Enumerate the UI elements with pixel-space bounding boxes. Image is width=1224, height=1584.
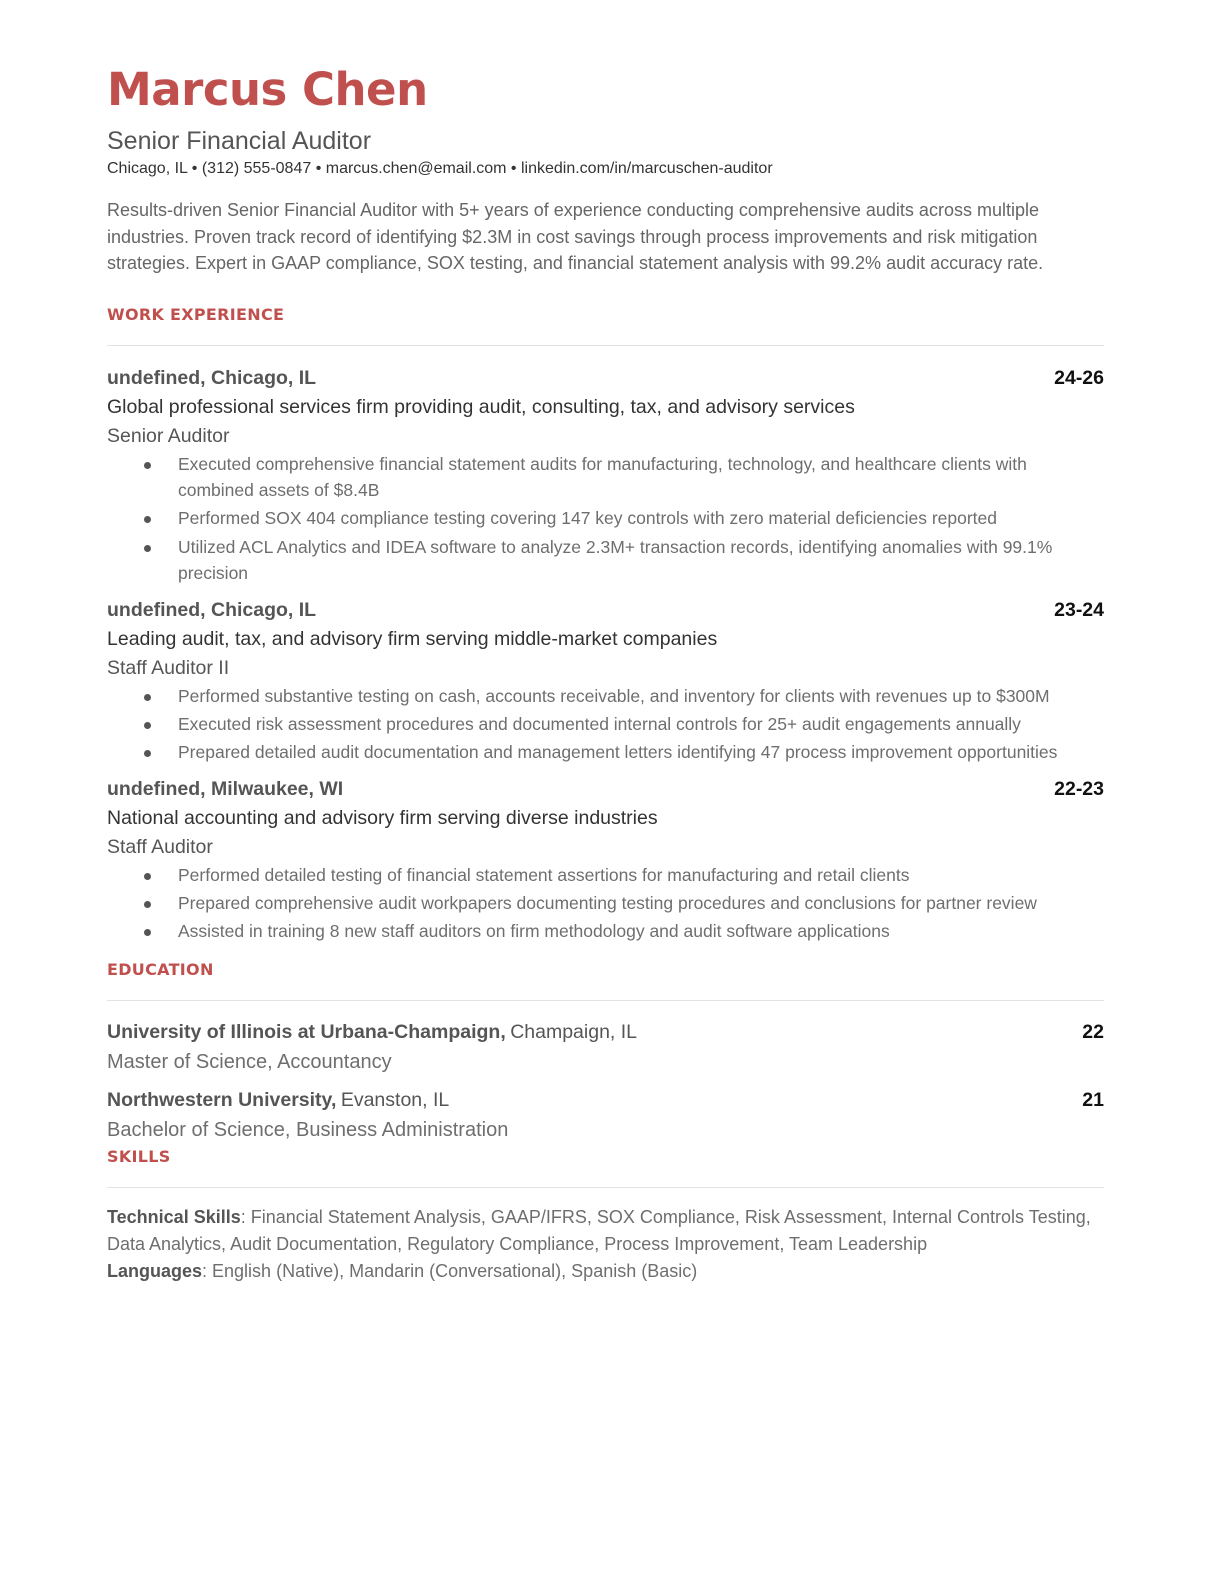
job-dates: 24-26 bbox=[1054, 366, 1104, 389]
bullet-item: Performed SOX 404 compliance testing covering 147 key controls with zero material deficiencies reported bbox=[178, 505, 1104, 532]
education-header bbox=[107, 1019, 1104, 1045]
job-company-description: Global professional services firm providing audit, consulting, tax, and advisory services bbox=[107, 395, 855, 418]
education-heading: EDUCATION bbox=[107, 960, 214, 980]
education-date: 22 bbox=[1082, 1021, 1104, 1044]
job-entry bbox=[107, 365, 1104, 587]
job-role: Senior Auditor bbox=[107, 424, 230, 447]
languages-line bbox=[107, 1258, 1104, 1285]
education-location: Evanston, IL bbox=[340, 1089, 450, 1112]
technical-skills-label: Technical Skills bbox=[107, 1207, 241, 1228]
education-section bbox=[107, 960, 1104, 1145]
job-role: Staff Auditor bbox=[107, 835, 213, 858]
job-bullets bbox=[107, 862, 1104, 945]
summary-paragraph: Results-driven Senior Financial Auditor with 5+ years of experience conducting comprehensive audits across multiple industries. Proven track record of identifying $2.3M in cost savings through process improvements and risk mitigation strategies. Expert in GAAP compliance, SOX testing, and financial statement analysis with 99.2% audit accuracy rate. bbox=[107, 200, 1044, 274]
section-divider bbox=[107, 1000, 1104, 1001]
skills-heading: SKILLS bbox=[107, 1147, 171, 1167]
bullet-item: Prepared comprehensive audit workpapers documenting testing procedures and conclusions for partner review bbox=[178, 890, 1104, 917]
skills-section bbox=[107, 1147, 1104, 1284]
job-dates: 22-23 bbox=[1054, 777, 1104, 800]
job-entry bbox=[107, 776, 1104, 945]
education-school-line bbox=[107, 1089, 449, 1112]
bullet-item: Performed detailed testing of financial statement assertions for manufacturing and retail clients bbox=[178, 862, 1104, 889]
education-location: Champaign, IL bbox=[510, 1021, 638, 1044]
work-experience-section bbox=[107, 305, 1104, 945]
education-degree: Master of Science, Accountancy bbox=[107, 1051, 392, 1074]
languages-label: Languages bbox=[107, 1260, 203, 1281]
candidate-title: Senior Financial Auditor bbox=[107, 127, 372, 155]
technical-skills-line bbox=[107, 1204, 1104, 1257]
job-bullets bbox=[107, 683, 1104, 766]
job-company: undefined, Milwaukee, WI bbox=[107, 777, 344, 800]
bullet-item: Assisted in training 8 new staff auditors on firm methodology and audit software applications bbox=[178, 918, 1104, 945]
education-school: Northwestern University, bbox=[107, 1089, 337, 1112]
contact-line: Chicago, IL • (312) 555-0847 • marcus.chen@email.com • linkedin.com/in/marcuschen-auditor bbox=[107, 160, 773, 177]
section-divider bbox=[107, 1187, 1104, 1188]
skills-content bbox=[107, 1204, 1104, 1284]
job-bullets bbox=[107, 451, 1104, 587]
education-school: University of Illinois at Urbana-Champaign, bbox=[107, 1021, 506, 1044]
job-dates: 23-24 bbox=[1054, 598, 1104, 621]
bullet-item: Prepared detailed audit documentation and management letters identifying 47 process improvement opportunities bbox=[178, 739, 1104, 766]
technical-skills-value: : Financial Statement Analysis, GAAP/IFRS, SOX Compliance, Risk Assessment, Internal Controls Testing, Data Analytics, Audit Documentation, Regulatory Compliance, Process Improvement, Team Leadership bbox=[107, 1207, 1091, 1254]
job-header bbox=[107, 365, 1104, 391]
candidate-name: Marcus Chen bbox=[107, 63, 428, 116]
bullet-item: Executed risk assessment procedures and documented internal controls for 25+ audit engagements annually bbox=[178, 711, 1104, 738]
job-header bbox=[107, 597, 1104, 623]
bullet-item: Performed substantive testing on cash, accounts receivable, and inventory for clients with revenues up to $300M bbox=[178, 683, 1104, 710]
work-experience-heading: WORK EXPERIENCE bbox=[107, 304, 285, 324]
section-divider bbox=[107, 345, 1104, 346]
education-entry bbox=[107, 1087, 1104, 1145]
languages-value: : English (Native), Mandarin (Conversational), Spanish (Basic) bbox=[202, 1260, 698, 1281]
job-company: undefined, Chicago, IL bbox=[107, 598, 317, 621]
job-header bbox=[107, 776, 1104, 802]
job-company-description: National accounting and advisory firm serving diverse industries bbox=[107, 806, 658, 829]
education-entry bbox=[107, 1019, 1104, 1077]
job-entry bbox=[107, 597, 1104, 766]
bullet-item: Utilized ACL Analytics and IDEA software to analyze 2.3M+ transaction records, identifying anomalies with 99.1% precision bbox=[178, 534, 1104, 587]
resume-page bbox=[107, 60, 1104, 1284]
job-company: undefined, Chicago, IL bbox=[107, 366, 317, 389]
education-degree: Bachelor of Science, Business Administration bbox=[107, 1119, 509, 1142]
education-date: 21 bbox=[1082, 1089, 1104, 1112]
education-header bbox=[107, 1087, 1104, 1113]
education-school-line bbox=[107, 1021, 637, 1044]
bullet-item: Executed comprehensive financial statement audits for manufacturing, technology, and healthcare clients with combined assets of $8.4B bbox=[178, 451, 1104, 504]
job-role: Staff Auditor II bbox=[107, 656, 230, 679]
job-company-description: Leading audit, tax, and advisory firm serving middle-market companies bbox=[107, 627, 718, 650]
